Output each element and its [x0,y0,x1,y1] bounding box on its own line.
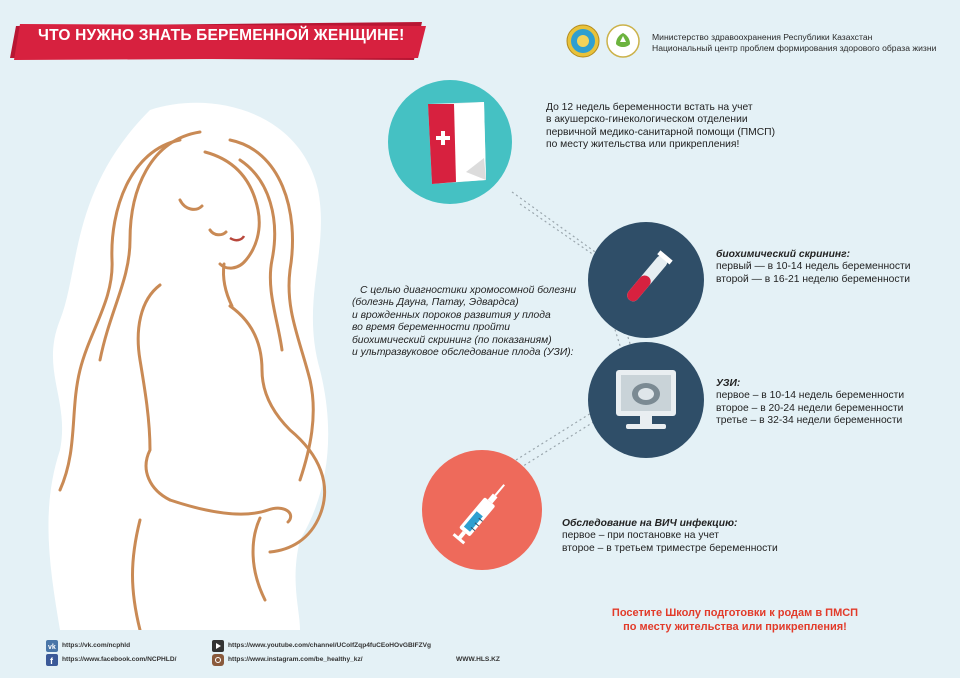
hiv-line: первое – при постановке на учет [562,530,719,542]
registration-line: До 12 недель беременности встать на учет [546,102,753,113]
intro-line: С целью диагностики хромосомной болезни [360,285,577,296]
hiv-text [562,518,778,555]
hiv-line: второе – в третьем триместре беременности [562,542,778,554]
ultrasound-text [716,378,904,428]
intro-line: и ультразвуковое обследование плода (УЗИ): [352,347,574,359]
registration-line: первичной медико-санитарной помощи (ПМСП) [546,126,776,138]
instagram-icon [212,654,224,666]
site-link[interactable]: WWW.HLS.KZ [456,656,500,663]
screening-line: первый — в 10-14 недель беременности [716,261,911,273]
ministry-line: Министерство здравоохранения Республики Казахстан [652,32,873,42]
medical-card-icon [414,98,500,188]
screening-title: биохимический скрининг: [716,249,851,260]
intro-line: и врожденных пороков развития у плода [352,309,551,321]
hiv-title: Обследование на ВИЧ инфекцию: [562,518,738,529]
page-title: ЧТО НУЖНО ЗНАТЬ БЕРЕМЕННОЙ ЖЕНЩИНЕ! [38,27,405,44]
screening-text [716,249,911,286]
vk-icon [46,640,58,652]
registration-line: в акушерско-гинекологическом отделении [546,114,748,126]
screening-line: второй — в 16-21 неделю беременности [716,273,910,285]
svg-text:vk: vk [48,644,56,651]
ultrasound-monitor-icon [608,366,684,436]
school-cta [570,606,900,634]
test-tube-icon [612,246,680,314]
svg-text:f: f [50,656,53,666]
syringe-icon [444,470,522,550]
youtube-icon [212,640,224,652]
intro-line: биохимический скрининг (по показаниям) [352,334,552,346]
cta-line: по месту жительства или прикрепления! [623,621,847,633]
ultrasound-line: третье – в 32-34 недели беременности [716,415,903,427]
ultrasound-title: УЗИ: [716,378,741,389]
vk-link[interactable]: https://vk.com/ncphld [62,642,131,649]
center-line: Национальный центр проблем формирования здорового образа жизни [652,43,937,53]
ultrasound-line: второе – в 20-24 недели беременности [716,402,904,414]
intro-text [352,285,576,359]
ultrasound-line: первое – в 10-14 недель беременности [716,390,905,402]
registration-text [546,102,775,152]
footer [0,632,960,678]
facebook-link[interactable]: https://www.facebook.com/NCPHLD/ [62,656,177,663]
registration-line: по месту жительства или прикрепления! [546,139,740,151]
instagram-link[interactable]: https://www.instagram.com/be_healthy_kz/ [228,656,363,663]
youtube-link[interactable]: https://www.youtube.com/channel/UCoIfZqp4fuCEoHOvGBIFZVg [228,642,432,649]
cta-line: Посетите Школу подготовки к родам в ПМСП [611,607,859,619]
intro-line: во время беременности пройти [352,322,511,334]
facebook-icon [46,654,58,666]
intro-line: (болезнь Дауна, Патау, Эдвардса) [352,297,519,309]
